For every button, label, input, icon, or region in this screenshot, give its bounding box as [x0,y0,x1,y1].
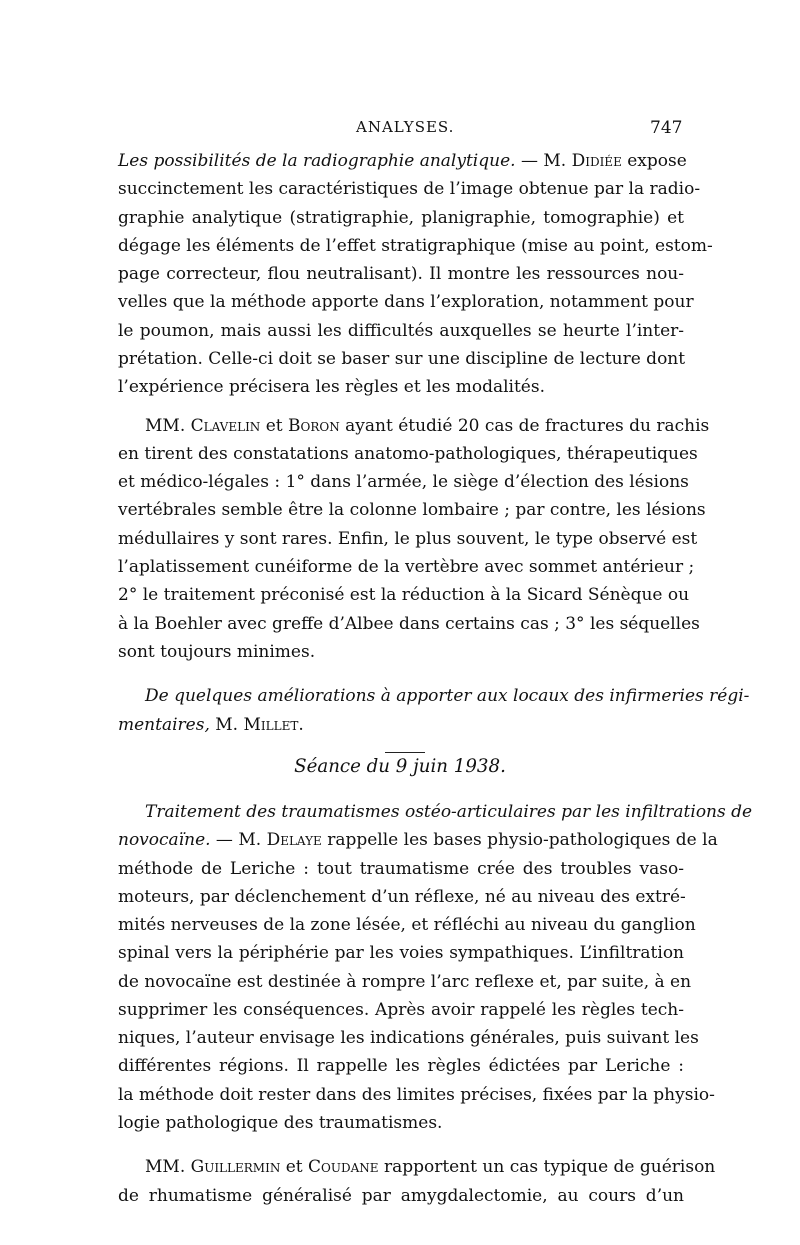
text-line: prétation. Celle-ci doit se baser sur une discipline de lecture dont [118,349,686,369]
author-name: Delaye [266,830,322,850]
text-line: à la Boehler avec greffe d’Albee dans certains cas ; 3° les séquelles [118,614,700,634]
text-line: vertébrales semble être la colonne lombaire ; par contre, les lésions [118,500,706,520]
text-line: 2° le traitement préconisé est la réduction à la Sicard Sénèque ou [118,585,690,605]
text-line: de novocaïne est destinée à rompre l’arc reflexe et, par suite, à en [118,972,692,992]
author-name: Boron [288,416,340,436]
text-line: novocaïne. — M. Delaye rappelle les bases physio-pathologiques de la [118,830,718,850]
section-divider [385,752,425,753]
text-line: la méthode doit rester dans des limites précises, fixées par la physio- [118,1085,715,1105]
author-name: Guillermin [190,1157,281,1177]
text-line: différentes régions. Il rappelle les règles édictées par Leriche : [118,1056,684,1076]
text-line: supprimer les conséquences. Après avoir rappelé les règles tech- [118,1000,684,1020]
text-line: l’expérience précisera les règles et les modalités. [118,377,545,397]
text-line: spinal vers la périphérie par les voies sympathiques. L’infiltration [118,943,684,963]
author-name: Coudane [308,1157,379,1177]
text-line: médullaires y sont rares. Enfin, le plus souvent, le type observé est [118,529,698,549]
text-line-first: MM. Clavelin et Boron ayant étudié 20 cas de fractures du rachis [145,416,710,436]
running-header-title: ANALYSES. [356,118,455,136]
session-heading: Séance du 9 juin 1938. [294,756,506,777]
text-line: logie pathologique des traumatismes. [118,1113,443,1133]
text-line: Les possibilités de la radiographie analytique. — M. Didiée expose [118,151,687,171]
text-line: succinctement les caractéristiques de l’image obtenue par la radio- [118,179,701,199]
text-line: moteurs, par déclenchement d’un réflexe, né au niveau des extré- [118,887,686,907]
text-line: De quelques améliorations à apporter aux locaux des infirmeries régi- [145,686,750,706]
text-line: page correcteur, flou neutralisant). Il montre les ressources nou- [118,264,684,284]
text-line: l’aplatissement cunéiforme de la vertèbre avec sommet antérieur ; [118,557,695,577]
text-line: velles que la méthode apporte dans l’exploration, notamment pour [118,292,694,312]
author-name: Didiée [571,151,622,171]
text-line: de rhumatisme généralisé par amygdalectomie, au cours d’un [118,1186,684,1206]
text-line: sont toujours minimes. [118,642,316,662]
author-name: Clavelin [190,416,261,436]
text-line: MM. Guillermin et Coudane rapportent un cas typique de guérison [145,1157,716,1177]
text-line: et médico-légales : 1° dans l’armée, le siège d’élection des lésions [118,472,689,492]
text-line: dégage les éléments de l’effet stratigraphique (mise au point, estom- [118,236,713,256]
text-line: mentaires, M. Millet. [118,715,304,735]
author-name: Millet [243,715,299,735]
text-line: méthode de Leriche : tout traumatisme crée des troubles vaso- [118,859,684,879]
article-title: Les possibilités de la radiographie analytique. [118,151,516,171]
text-line: en tirent des constatations anatomo-pathologiques, thérapeutiques [118,444,698,464]
text-line: mités nerveuses de la zone lésée, et réfléchi au niveau du ganglion [118,915,696,935]
text-line: Traitement des traumatismes ostéo-articulaires par les infiltrations de [145,802,753,822]
text-line: niques, l’auteur envisage les indications générales, puis suivant les [118,1028,699,1048]
page-number: 747 [650,118,683,138]
text-line: graphie analytique (stratigraphie, planigraphie, tomographie) et [118,208,684,228]
text-line: le poumon, mais aussi les difficultés auxquelles se heurte l’inter- [118,321,684,341]
